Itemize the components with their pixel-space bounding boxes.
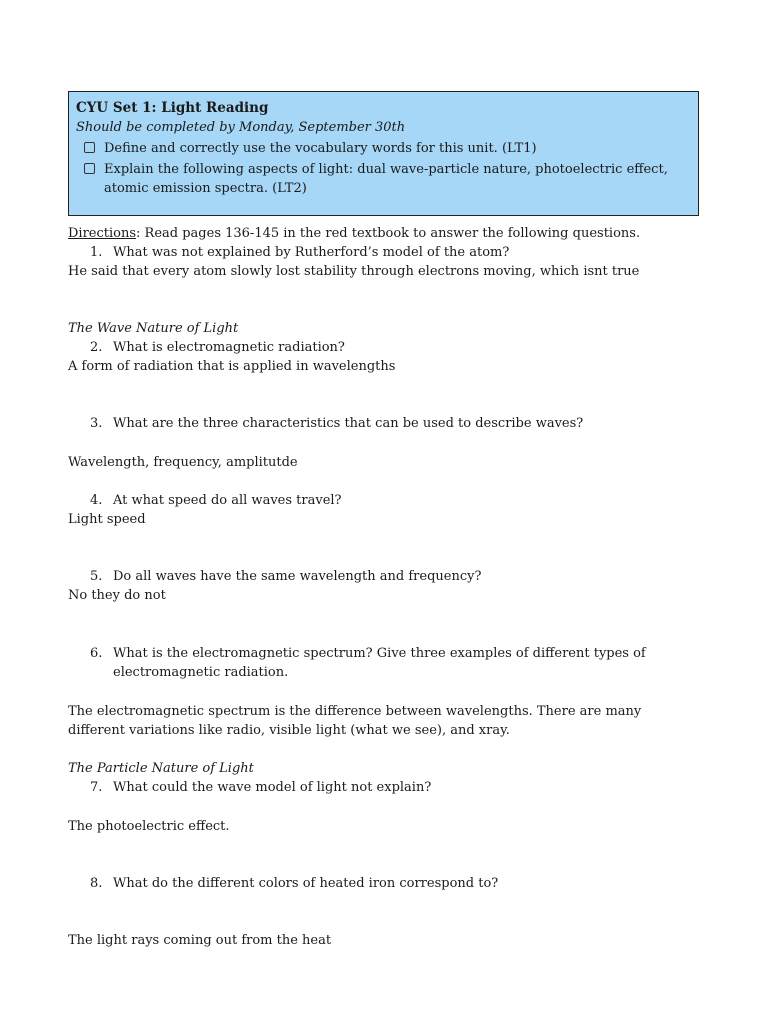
question-7 <box>68 778 698 797</box>
question-text: What was not explained by Rutherford’s model of the atom? <box>113 245 510 260</box>
answer-5[interactable]: No they do not <box>68 588 166 603</box>
question-6 <box>68 644 698 682</box>
learning-target-text: Define and correctly use the vocabulary words for this unit. (LT1) <box>104 141 537 156</box>
answer-7[interactable]: The photoelectric effect. <box>68 819 230 834</box>
checkbox-icon[interactable] <box>84 142 95 153</box>
question-text: At what speed do all waves travel? <box>113 493 342 508</box>
question-number: 2. <box>90 340 103 355</box>
question-4 <box>68 491 698 510</box>
learning-target-item <box>76 160 691 198</box>
question-1 <box>68 243 698 262</box>
directions-text: : Read pages 136-145 in the red textbook to answer the following questions. <box>136 226 641 241</box>
question-text: Do all waves have the same wavelength and frequency? <box>113 569 482 584</box>
question-text: What is electromagnetic radiation? <box>113 340 345 355</box>
answer-6[interactable]: The electromagnetic spectrum is the difference between wavelengths. There are many different variations like radio, visible light (what we see), and xray. <box>68 704 642 738</box>
question-text: What are the three characteristics that can be used to describe waves? <box>113 416 584 431</box>
answer-1[interactable]: He said that every atom slowly lost stability through electrons moving, which isnt true <box>68 264 640 279</box>
question-2 <box>68 338 698 357</box>
question-text: What do the different colors of heated iron correspond to? <box>113 876 499 891</box>
question-text: What is the electromagnetic spectrum? Give three examples of different types of electromagnetic radiation. <box>113 646 646 680</box>
question-number: 8. <box>90 876 103 891</box>
directions <box>68 224 698 243</box>
answer-8[interactable]: The light rays coming out from the heat <box>68 933 332 948</box>
question-number: 4. <box>90 493 103 508</box>
question-number: 7. <box>90 780 103 795</box>
question-text: What could the wave model of light not explain? <box>113 780 432 795</box>
directions-label: Directions <box>68 226 137 241</box>
learning-target-item <box>76 139 691 158</box>
question-number: 6. <box>90 646 103 661</box>
worksheet-content <box>68 224 698 950</box>
checkbox-icon[interactable] <box>84 163 95 174</box>
question-3 <box>68 414 698 433</box>
answer-3[interactable]: Wavelength, frequency, amplitutde <box>68 455 298 470</box>
answer-2[interactable]: A form of radiation that is applied in wavelengths <box>68 359 396 374</box>
question-5 <box>68 567 698 586</box>
question-8 <box>68 874 698 893</box>
section-title-wave: The Wave Nature of Light <box>68 321 239 336</box>
answer-4[interactable]: Light speed <box>68 512 146 527</box>
question-number: 3. <box>90 416 103 431</box>
learning-target-text: Explain the following aspects of light: dual wave-particle nature, photoelectric effect, atomic emission spectra. (LT2) <box>104 162 668 196</box>
assignment-due-date: Should be completed by Monday, September 30th <box>76 120 406 135</box>
question-number: 1. <box>90 245 103 260</box>
section-title-particle: The Particle Nature of Light <box>68 761 254 776</box>
question-number: 5. <box>90 569 103 584</box>
assignment-title: CYU Set 1: Light Reading <box>76 100 269 116</box>
learning-targets-list <box>76 139 691 198</box>
assignment-header-box <box>68 91 699 216</box>
